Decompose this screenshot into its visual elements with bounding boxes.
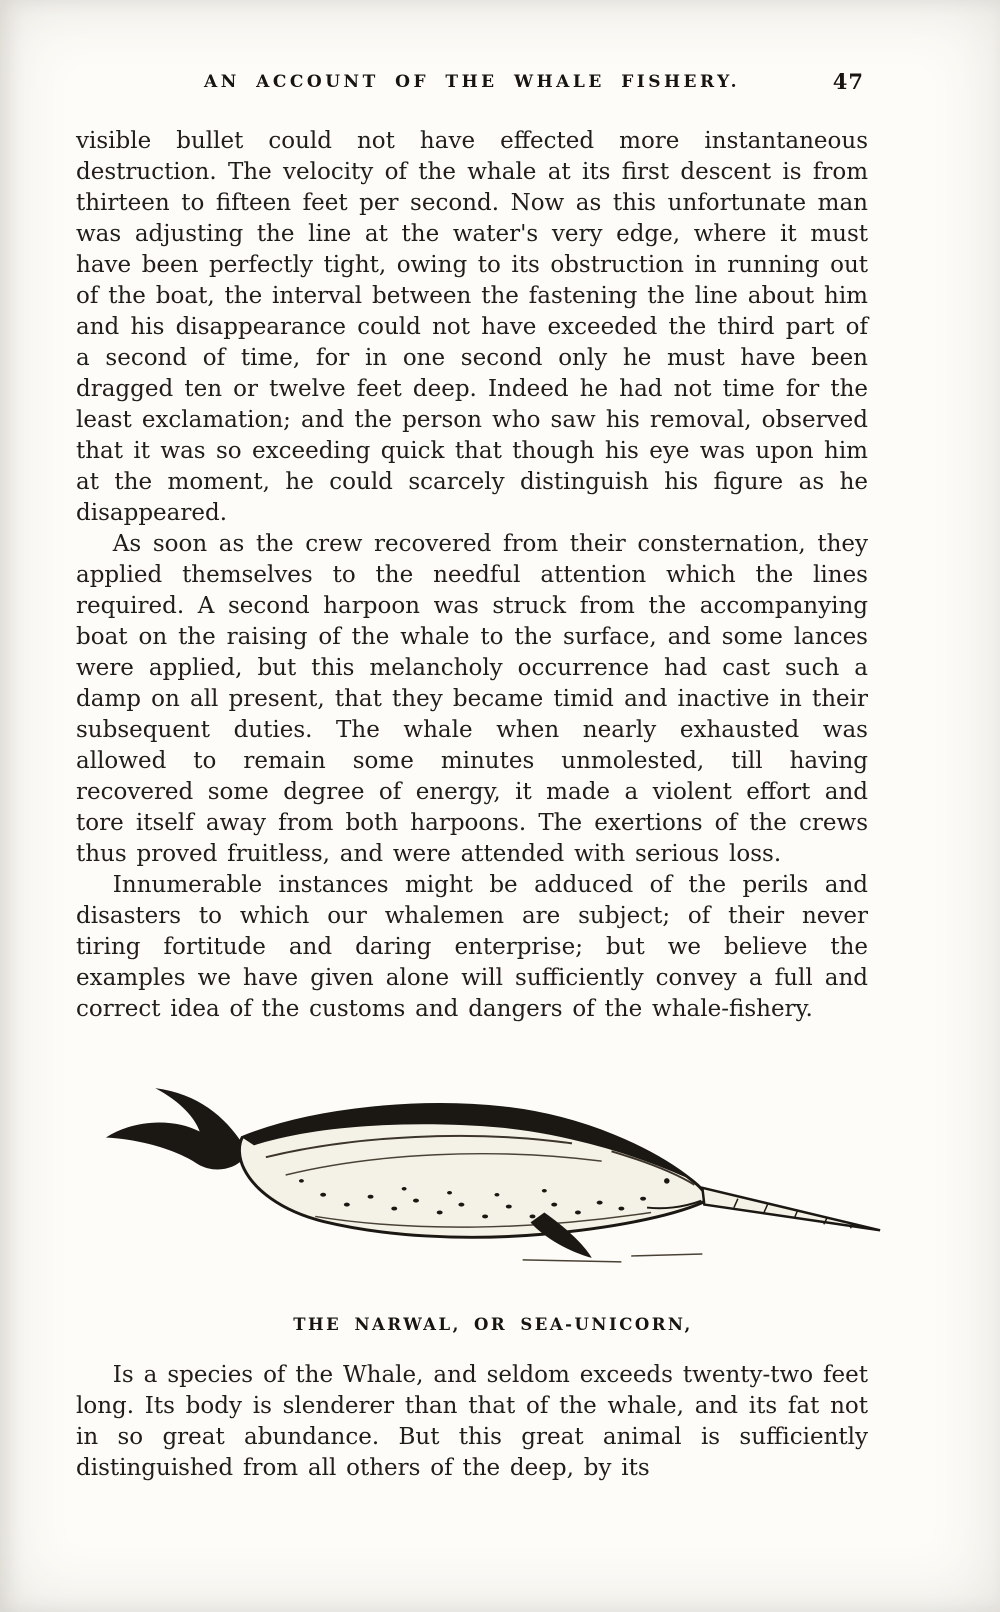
paragraph: As soon as the crew recovered from their consternation, they applied themselves to the needful attention which the lines required. A second harpoon was struck from the accompanying boat on the raising of the whale to the surface, and some lances were applied, but this melancholy occurrence had cast such a damp on all present, that they became timid and inactive in their subsequent duties. The whale when nearly exhausted was allowed to remain some minutes unmolested, till having recovered some degree of energy, it made a violent effort and tore itself away from both harpoons. The exertions of the crews thus proved fruitless, and were attended with serious loss. [76,531,868,867]
running-title: AN ACCOUNT OF THE WHALE FISHERY. [204,72,740,92]
narwhal-illustration [98,1077,888,1269]
page-header [76,0,868,92]
paragraph: visible bullet could not have effected more instantaneous destruction. The velocity of the whale at its first descent is from thirteen to fifteen feet per second. Now as this unfortunate man was adjusting the line at the water's very edge, where it must have been perfectly tight, owing to its obstruction in running out of the boat, the interval between the fastening the line about him and his disappearance could not have exceeded the third part of a second of time, for in one second only he must have been dragged ten or twelve feet deep. Indeed he had not time for the least exclamation; and the person who saw his removal, observed that it was so exceeding quick that though his eye was upon him at the moment, he could scarcely distinguish his figure as he disappeared. [76,128,868,526]
page-number: 47 [832,69,864,94]
paragraph: Is a species of the Whale, and seldom exceeds twenty-two feet long. Its body is slenderer than that of the whale, and its fat not in so great abundance. But this great animal is sufficiently distinguished from all others of the deep, by its [76,1362,868,1481]
text-block [76,126,868,1025]
paragraph: Innumerable instances might be adduced of the perils and disasters to which our whalemen are subject; of their never tiring fortitude and daring enterprise; but we believe the examples we have given alone will sufficiently convey a full and correct idea of the customs and dangers of the whale-fishery. [76,872,868,1022]
after-figure-text [76,1360,868,1484]
narwhal-figure [76,1077,910,1334]
figure-caption: THE NARWAL, OR SEA-UNICORN, [293,1315,693,1334]
